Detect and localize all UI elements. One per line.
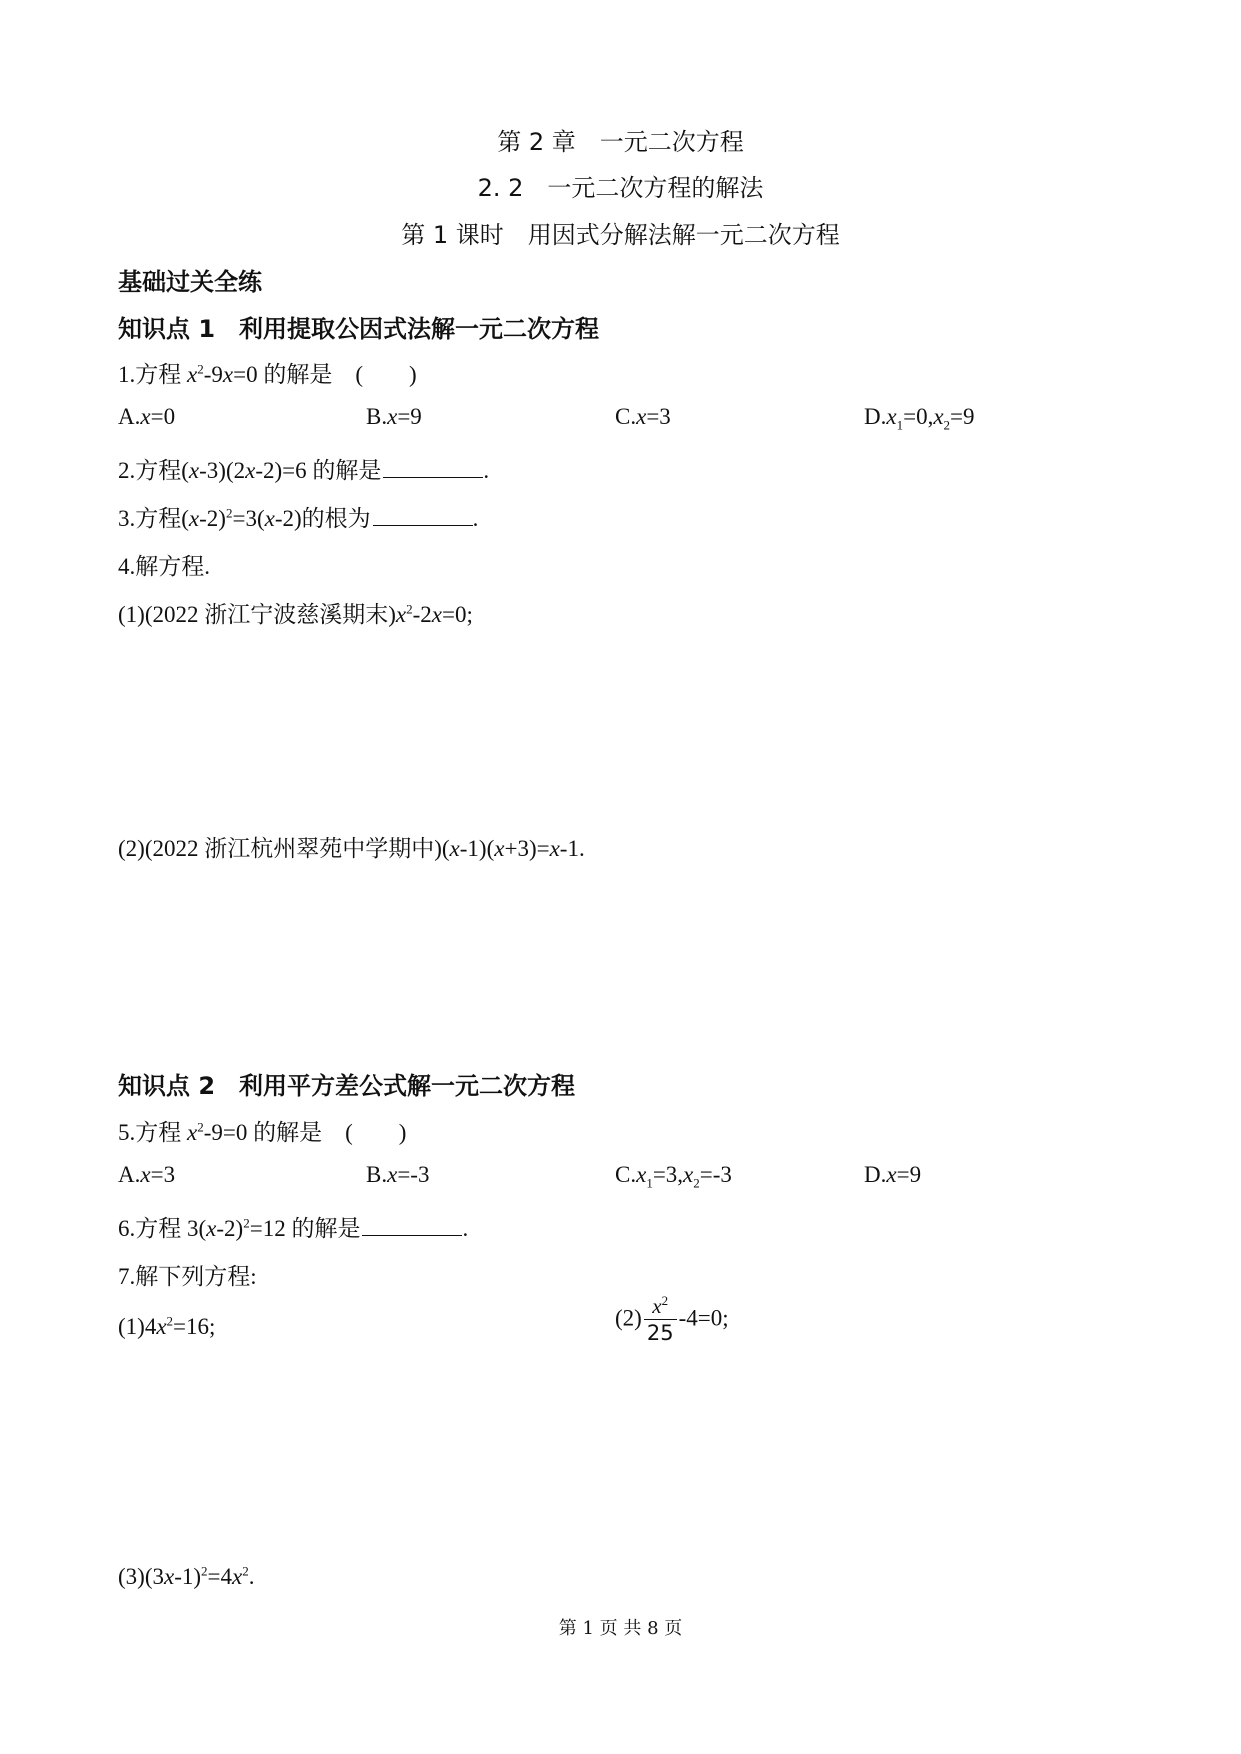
page-footer: 第 1 页 共 8 页 (558, 1618, 683, 1639)
q5-option-d (864, 1162, 921, 1188)
question-1-suffix: =0 的解是 ( ) (233, 362, 417, 387)
question-text: -4=0; (678, 1305, 729, 1331)
q5-option-b (366, 1162, 429, 1188)
option-letter: A. (118, 404, 141, 429)
question-text: =0; (442, 602, 473, 627)
var-x: x (163, 1564, 175, 1589)
question-3 (118, 500, 478, 533)
var-x: x (232, 1564, 243, 1589)
option-letter: C. (615, 404, 637, 429)
answer-blank[interactable] (373, 505, 473, 526)
question-text: =12 的解是 (249, 1216, 361, 1241)
question-text: (2) (615, 1305, 642, 1331)
question-1-prefix: 1.方程 (118, 362, 187, 387)
var-x: x (494, 836, 505, 861)
knowledge-point-2-title: 知识点 2 利用平方差公式解一元二次方程 (118, 1072, 576, 1100)
question-7-label: 7.解下列方程: (118, 1264, 257, 1289)
var-x: x (549, 836, 560, 861)
option-value: =3 (646, 404, 671, 429)
question-1: 1.方程 $x^2-9x=0$ 的解是 ( ) (118, 361, 417, 387)
var-x: x (395, 602, 407, 627)
option-value: =-3 (397, 1162, 430, 1187)
question-text: (1)4 (118, 1314, 157, 1339)
knowledge-point-1-title: 知识点 1 利用提取公因式法解一元二次方程 (118, 315, 600, 343)
option-letter: D. (864, 404, 887, 429)
question-6 (118, 1210, 468, 1243)
question-4-part-1 (118, 596, 473, 629)
var-x: x (264, 506, 275, 531)
option-value: =-3 (699, 1162, 732, 1187)
question-text: -1) (174, 1564, 202, 1589)
option-letter: B. (366, 1162, 388, 1187)
var-x: x (387, 1162, 398, 1187)
question-text: . (483, 458, 490, 483)
section-title: 2. 2 一元二次方程的解法 (477, 174, 764, 202)
fraction-numerator (649, 1293, 671, 1319)
exponent-2: 2 (166, 1313, 174, 1329)
question-text: -1)( (459, 836, 495, 861)
option-value: =3 (150, 1162, 176, 1187)
q1-option-b (366, 404, 422, 430)
exponent-2: 2 (201, 1563, 208, 1579)
exponent-2: 2 (197, 361, 204, 377)
question-text: 3.方程( (118, 506, 189, 531)
exponent-2: 2 (243, 1215, 250, 1231)
var-x: x (245, 458, 256, 483)
var-x: x (387, 404, 398, 429)
var-x: x (222, 362, 234, 387)
var-x: x (933, 404, 944, 429)
question-text: =16; (173, 1314, 216, 1339)
question-text: (3)(3 (118, 1564, 164, 1589)
option-value: =9 (950, 404, 975, 429)
question-text: . (472, 506, 479, 531)
var-x: x (188, 458, 200, 483)
question-text: +3)= (504, 836, 550, 861)
option-value: =9 (397, 404, 422, 429)
question-text: (1)(2022 浙江宁波慈溪期末) (118, 602, 396, 627)
question-text: . (462, 1216, 469, 1241)
question-text: -2)的根为 (274, 506, 371, 531)
option-value: =3, (652, 1162, 684, 1187)
fraction-denominator: 25 (644, 1319, 677, 1344)
q5-option-c (615, 1162, 732, 1191)
lesson-title: 第 1 课时 用因式分解法解一元二次方程 (401, 221, 840, 249)
q1-option-c (615, 404, 671, 430)
option-value: =9 (896, 1162, 922, 1187)
question-text: -2) (199, 506, 226, 531)
question-text: -2)=6 的解是 (255, 458, 382, 483)
var-x: x (206, 1216, 217, 1241)
question-2 (118, 452, 489, 485)
var-x: x (187, 362, 198, 387)
var-x: x (449, 836, 460, 861)
question-text: =3( (232, 506, 265, 531)
question-5 (118, 1114, 406, 1147)
question-text: -3)(2 (199, 458, 246, 483)
question-4-part-2 (118, 830, 585, 863)
question-text: 2.方程( (118, 458, 189, 483)
exponent-2: 2 (242, 1563, 249, 1579)
exponent-2: 2 (197, 1119, 204, 1135)
exponent-2: 2 (406, 601, 413, 617)
var-x: x (683, 1162, 694, 1187)
q1-option-d (864, 404, 975, 433)
answer-blank[interactable] (362, 1215, 462, 1236)
option-value: =0 (150, 404, 176, 429)
var-x: x (886, 1162, 897, 1187)
question-7-part-3 (118, 1564, 254, 1590)
question-text: =4 (207, 1564, 233, 1589)
subscript-1: 1 (646, 1175, 653, 1191)
subscript-1: 1 (896, 417, 904, 433)
var-x: x (652, 1294, 662, 1318)
question-4-label: 4.解方程. (118, 554, 210, 579)
question-text: . (248, 1564, 255, 1589)
question-text: 5.方程 (118, 1120, 187, 1145)
var-x: x (188, 506, 200, 531)
var-x: x (156, 1314, 167, 1339)
part-title: 基础过关全练 (118, 268, 262, 296)
subscript-2: 2 (693, 1175, 700, 1191)
var-x: x (140, 404, 151, 429)
var-x: x (636, 1162, 647, 1187)
option-letter: C. (615, 1162, 637, 1187)
var-x: x (187, 1120, 198, 1145)
q1-option-a (118, 404, 175, 430)
question-text: (2)(2022 浙江杭州翠苑中学期中)( (118, 836, 450, 861)
answer-blank[interactable] (383, 457, 483, 478)
var-x: x (140, 1162, 151, 1187)
option-letter: A. (118, 1162, 141, 1187)
fraction (644, 1293, 677, 1345)
option-letter: B. (366, 404, 388, 429)
option-letter: D. (864, 1162, 887, 1187)
question-text: -2 (412, 602, 432, 627)
question-text: -1. (559, 836, 585, 861)
question-text: -9=0 的解是 ( ) (203, 1120, 407, 1145)
var-x: x (431, 602, 442, 627)
exponent-2: 2 (225, 505, 233, 521)
var-x: x (636, 404, 647, 429)
question-text: 6.方程 3( (118, 1216, 207, 1241)
question-7-part-1 (118, 1314, 215, 1340)
question-text: -2) (216, 1216, 244, 1241)
q5-option-a (118, 1162, 175, 1188)
option-value: =0, (903, 404, 934, 429)
exponent-2: 2 (661, 1293, 669, 1308)
var-x: x (886, 404, 897, 429)
question-7-part-2 (615, 1293, 729, 1345)
subscript-2: 2 (943, 417, 951, 433)
chapter-title: 第 2 章 一元二次方程 (497, 128, 744, 156)
